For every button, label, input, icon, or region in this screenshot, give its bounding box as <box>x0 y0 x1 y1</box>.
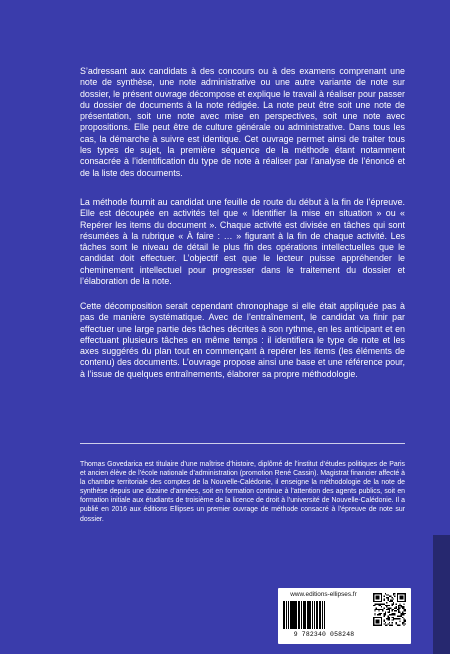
qr-module <box>397 615 398 616</box>
qr-module <box>382 610 383 611</box>
qr-module <box>402 617 403 618</box>
qr-module <box>401 615 402 616</box>
qr-module <box>381 609 382 610</box>
qr-module <box>385 613 386 614</box>
qr-module <box>405 623 406 624</box>
qr-module <box>389 596 390 597</box>
qr-module <box>402 614 403 615</box>
qr-module <box>401 606 402 607</box>
qr-module <box>394 613 395 614</box>
qr-module <box>389 622 390 623</box>
qr-module <box>398 609 399 610</box>
qr-module <box>394 608 395 609</box>
qr-module <box>386 602 387 603</box>
qr-module <box>384 604 385 605</box>
qr-module <box>374 613 375 614</box>
qr-module <box>380 614 381 615</box>
qr-module <box>384 598 385 599</box>
qr-module <box>395 623 396 624</box>
barcode-bar <box>325 601 326 629</box>
qr-module <box>389 611 390 612</box>
isbn-barcode <box>283 601 365 629</box>
qr-module <box>376 619 380 623</box>
qr-module <box>388 605 389 606</box>
qr-module <box>391 601 392 602</box>
qr-module <box>402 611 403 612</box>
qr-module <box>386 594 387 595</box>
qr-module <box>394 618 395 619</box>
isbn-label <box>278 588 411 644</box>
qr-module <box>390 601 391 602</box>
qr-module <box>390 600 391 601</box>
paragraph-text: La méthode fournit au candidat une feuille de route du début à la fin de l’épreuve. Elle est découpée en activités tel que « Identifier la mise en situation » ou « Repérer les items du document ». Chaque activité est divisée en tâches qui sont résumées à la rubrique « À faire : … » figurant à la fin de chaque activité. Les tâches sont le niveau de détail le plus fin des opérations intellectuelles que le candidat doit effectuer. L’objectif est que le lecteur puisse appréhender le cheminement intellectuel pour progresser dans le traitement du dossier et l’élaboration de la note. <box>80 197 405 287</box>
qr-module <box>388 594 389 595</box>
qr-module <box>378 614 379 615</box>
qr-module <box>403 609 404 610</box>
qr-module <box>393 598 394 599</box>
qr-module <box>385 593 386 594</box>
qr-module <box>388 609 389 610</box>
qr-module <box>384 596 385 597</box>
qr-module <box>386 609 387 610</box>
qr-module <box>402 606 403 607</box>
qr-module <box>388 598 389 599</box>
qr-module <box>377 604 378 605</box>
qr-module <box>395 610 396 611</box>
qr-module <box>393 609 394 610</box>
qr-module <box>374 610 375 611</box>
description-paragraph-2 <box>80 197 405 287</box>
qr-code-icon <box>373 593 406 626</box>
qr-module <box>378 604 379 605</box>
qr-module <box>377 609 378 610</box>
qr-module <box>394 596 395 597</box>
qr-module <box>391 605 392 606</box>
qr-module <box>378 610 379 611</box>
qr-module <box>395 618 396 619</box>
qr-module <box>390 614 391 615</box>
qr-module <box>405 619 406 620</box>
qr-module <box>403 610 404 611</box>
qr-module <box>389 609 390 610</box>
qr-module <box>376 608 377 609</box>
qr-module <box>382 604 383 605</box>
qr-module <box>386 605 387 606</box>
qr-module <box>390 608 391 609</box>
description-paragraph-1 <box>80 66 405 179</box>
qr-module <box>389 610 390 611</box>
section-divider <box>80 443 405 444</box>
qr-module <box>403 614 404 615</box>
qr-module <box>401 613 402 614</box>
qr-module <box>385 614 386 615</box>
qr-module <box>391 613 392 614</box>
qr-module <box>384 621 385 622</box>
qr-module <box>389 618 390 619</box>
qr-module <box>395 606 396 607</box>
qr-module <box>386 606 387 607</box>
qr-module <box>388 618 389 619</box>
qr-module <box>391 610 392 611</box>
qr-module <box>384 600 385 601</box>
qr-module <box>386 625 387 626</box>
qr-module <box>384 623 385 624</box>
qr-module <box>380 609 381 610</box>
qr-module <box>390 596 391 597</box>
qr-module <box>385 625 386 626</box>
qr-module <box>398 605 399 606</box>
qr-module <box>399 615 400 616</box>
qr-module <box>401 605 402 606</box>
qr-module <box>391 625 392 626</box>
paragraph-text: S’adressant aux candidats à des concours ou à des examens comprenant une note de synthèse, une note administrative ou une autre variante de note sur dossier, le présent ouvrage décompose et explique le travail à réaliser pour passer du dossier de documents à la note rédigée. La note peut être soit une note de présentation, soit une note avec mise en perspectives, soit une note avec propositions. Elle peut être de culture générale ou administrative. Dans tous les cas, la démarche à suivre est identique. Cet ouvrage permet ainsi de traiter tous les types de sujet, la première séquence de la méthode étant notamment consacrée à l’identification du type de note à réaliser par l’analyse de l’énoncé et de la liste des documents. <box>80 66 405 178</box>
isbn-digits: 9 782340 058248 <box>293 631 355 638</box>
qr-module <box>393 602 394 603</box>
qr-module <box>405 610 406 611</box>
qr-module <box>402 623 403 624</box>
qr-module <box>391 600 392 601</box>
qr-module <box>388 617 389 618</box>
qr-module <box>405 609 406 610</box>
qr-module <box>397 609 398 610</box>
qr-module <box>403 608 404 609</box>
qr-module <box>386 597 387 598</box>
qr-module <box>391 597 392 598</box>
qr-module <box>376 609 377 610</box>
qr-module <box>401 614 402 615</box>
qr-module <box>377 614 378 615</box>
qr-module <box>389 614 390 615</box>
qr-module <box>388 608 389 609</box>
publisher-website: www.editions-ellipses.fr <box>290 591 357 598</box>
qr-module <box>393 604 394 605</box>
qr-module <box>399 605 400 606</box>
qr-module <box>399 618 400 619</box>
qr-module <box>376 596 380 600</box>
qr-module <box>398 606 399 607</box>
accent-bar <box>433 535 450 654</box>
qr-module <box>403 613 404 614</box>
qr-module <box>405 613 406 614</box>
qr-module <box>385 605 386 606</box>
qr-module <box>398 625 399 626</box>
qr-module <box>405 621 406 622</box>
qr-module <box>378 613 379 614</box>
qr-module <box>394 610 395 611</box>
qr-module <box>397 618 398 619</box>
qr-module <box>399 625 400 626</box>
qr-module <box>391 622 392 623</box>
qr-module <box>380 605 381 606</box>
qr-module <box>378 605 379 606</box>
qr-module <box>391 609 392 610</box>
qr-module <box>399 608 400 609</box>
qr-module <box>386 618 387 619</box>
qr-module <box>399 611 400 612</box>
qr-module <box>381 604 382 605</box>
qr-module <box>376 604 377 605</box>
qr-module <box>403 619 404 620</box>
qr-module <box>382 609 383 610</box>
qr-module <box>393 617 394 618</box>
qr-module <box>380 613 381 614</box>
qr-module <box>384 614 385 615</box>
qr-module <box>385 622 386 623</box>
qr-module <box>388 615 389 616</box>
qr-module <box>385 611 386 612</box>
qr-module <box>391 619 392 620</box>
qr-module <box>389 605 390 606</box>
qr-module <box>384 619 385 620</box>
qr-module <box>374 609 375 610</box>
qr-module <box>398 610 399 611</box>
paragraph-text: Cette décomposition serait cependant chronophage si elle était appliquée pas à pas de manière systématique. Avec de l’entraînement, le candidat va finir par effectuer une large partie des tâches décrites à son rythme, en les anticipant et en effectuant plusieurs tâches en même temps : il identifiera le type de note et les axes suggérés du plan tout en commençant à repérer les items (les éléments de contenu) des documents. L’ouvrage propose ainsi une base et une référence pour, à l’issue de quelques entraînements, élaborer sa propre méthodologie. <box>80 301 405 379</box>
qr-module <box>403 625 404 626</box>
qr-module <box>395 604 396 605</box>
qr-module <box>388 619 389 620</box>
qr-module <box>374 605 375 606</box>
qr-module <box>399 596 403 600</box>
qr-module <box>402 613 403 614</box>
qr-module <box>388 611 389 612</box>
qr-module <box>380 604 381 605</box>
qr-module <box>403 622 404 623</box>
qr-module <box>402 608 403 609</box>
qr-module <box>388 623 389 624</box>
qr-module <box>403 621 404 622</box>
qr-module <box>378 609 379 610</box>
qr-module <box>388 597 389 598</box>
qr-module <box>393 614 394 615</box>
qr-module <box>395 608 396 609</box>
qr-module <box>395 622 396 623</box>
qr-module <box>399 621 400 622</box>
qr-module <box>391 614 392 615</box>
qr-module <box>403 618 404 619</box>
qr-module <box>393 613 394 614</box>
qr-module <box>390 625 391 626</box>
qr-module <box>398 611 399 612</box>
qr-module <box>384 615 385 616</box>
qr-module <box>389 625 390 626</box>
qr-module <box>394 614 395 615</box>
qr-module <box>393 618 394 619</box>
qr-module <box>381 613 382 614</box>
qr-module <box>398 608 399 609</box>
qr-module <box>389 608 390 609</box>
description-paragraph-3 <box>80 301 405 380</box>
qr-module <box>389 601 390 602</box>
qr-module <box>374 604 375 605</box>
qr-module <box>389 619 390 620</box>
qr-module <box>388 600 389 601</box>
author-bio: Thomas Govedarica est titulaire d’une maîtrise d’histoire, diplômé de l’institut d’études politiques de Paris et ancien élève de l’école nationale d’administration (promotion René Cassin). Magistrat financier affecté à la chambre territoriale des comptes de la Nouvelle-Calédonie, il enseigne la méthodologie de la note de synthèse depuis une dizaine d’années, soit en formation continue à l’attention des agents publics, soit en formation initiale aux étudiants de troisième de la licence de droit à l’université de Nouvelle-Calédonie. Il a publié en 2016 aux éditions Ellipses un premier ouvrage de méthode consacré à l’épreuve de note sur dossier. <box>80 461 405 523</box>
qr-module <box>403 606 404 607</box>
qr-module <box>381 606 382 607</box>
qr-module <box>399 604 400 605</box>
qr-module <box>398 618 399 619</box>
qr-module <box>389 617 390 618</box>
qr-module <box>403 604 404 605</box>
qr-module <box>373 605 374 606</box>
qr-module <box>393 594 394 595</box>
qr-module <box>397 625 398 626</box>
qr-module <box>384 608 385 609</box>
qr-module <box>391 617 392 618</box>
qr-module <box>391 604 392 605</box>
qr-module <box>393 593 394 594</box>
qr-module <box>402 622 403 623</box>
qr-module <box>394 593 395 594</box>
qr-module <box>384 613 385 614</box>
qr-module <box>398 615 399 616</box>
qr-module <box>374 614 375 615</box>
qr-module <box>393 619 394 620</box>
